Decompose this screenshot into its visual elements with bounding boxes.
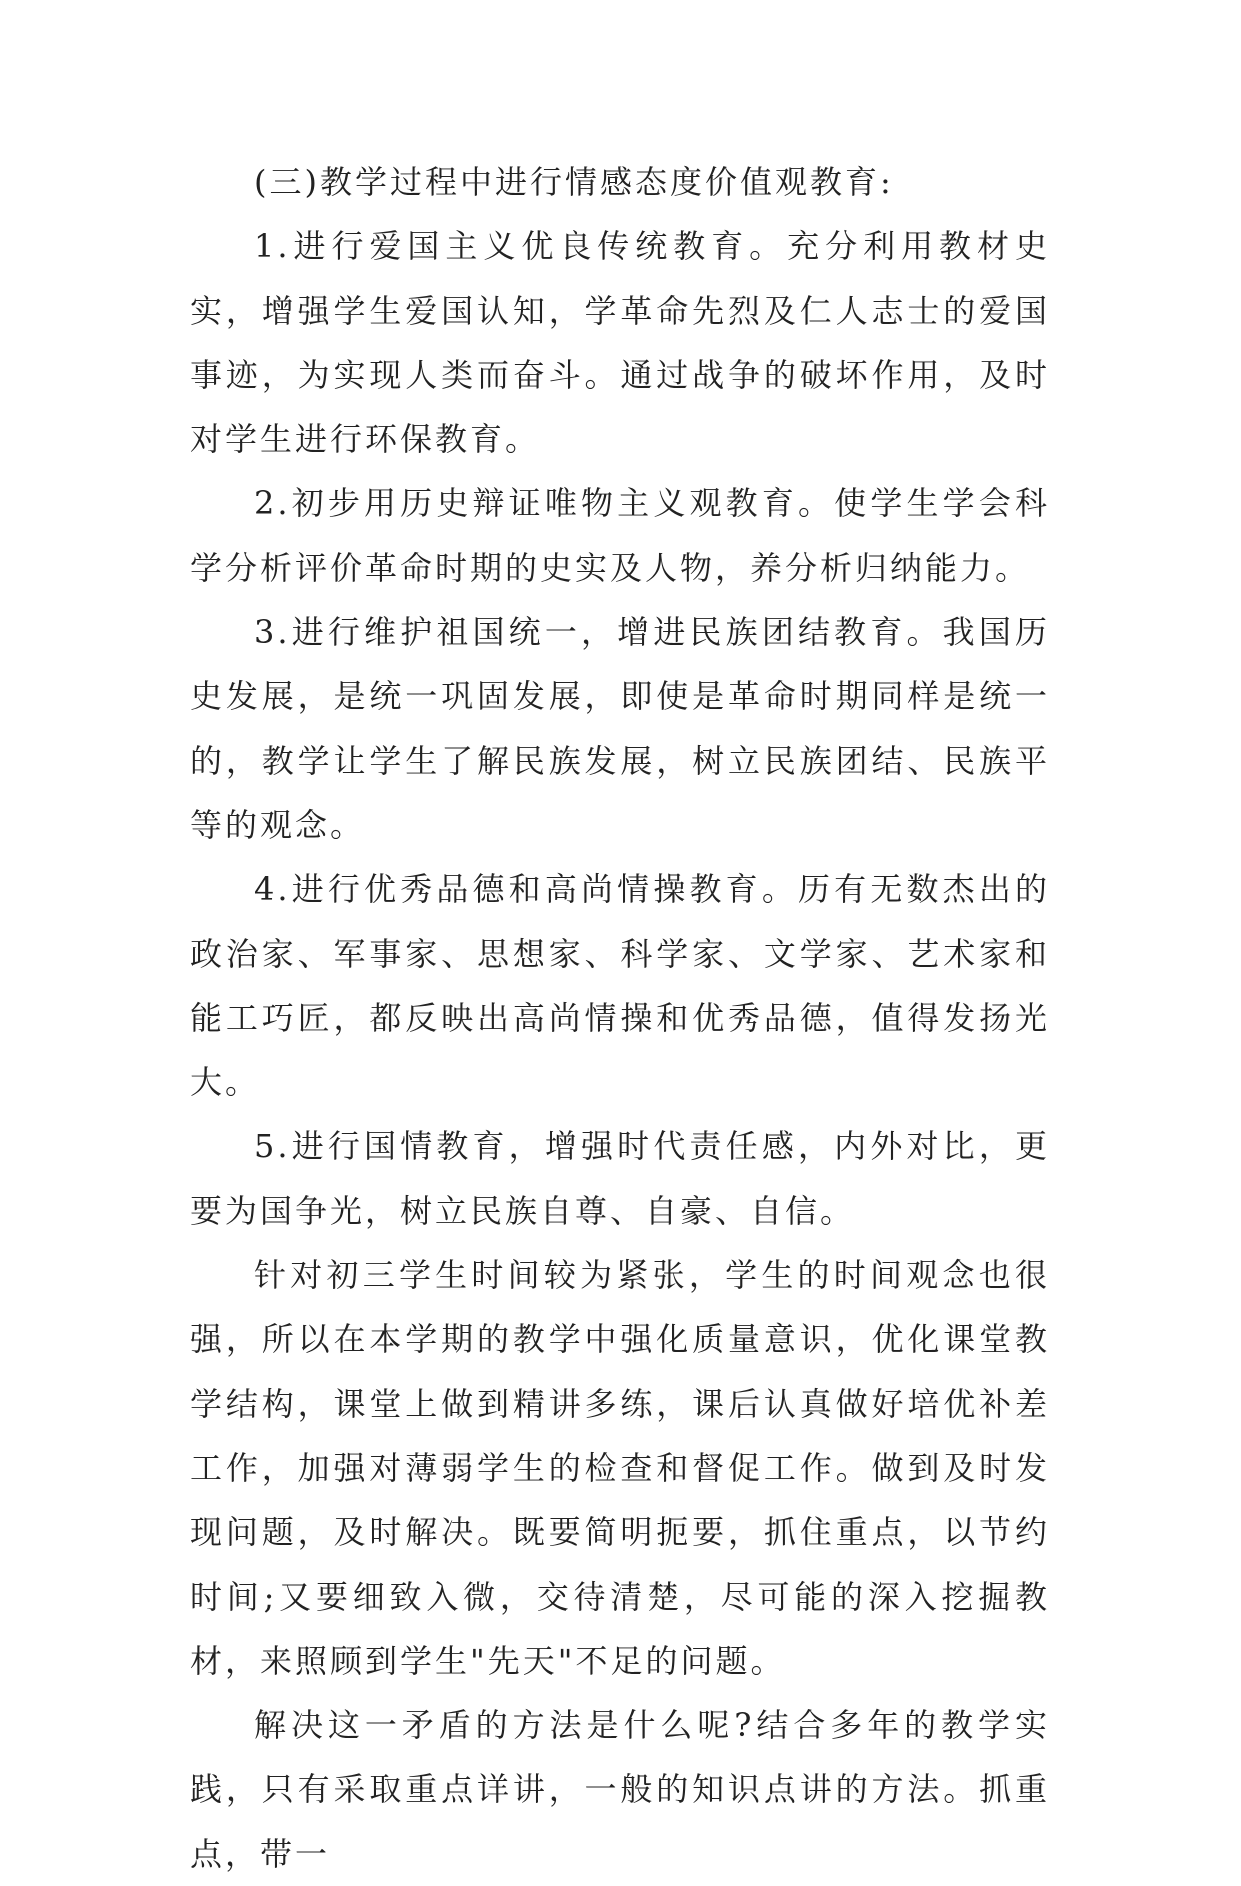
paragraph-moral-character: 4.进行优秀品德和高尚情操教育。历有无数杰出的政治家、军事家、思想家、科学家、文学家、艺术家和能工巧匠，都反映出高尚情操和优秀品德，值得发扬光大。 [190,870,1050,1102]
paragraph-time-management: 针对初三学生时间较为紧张，学生的时间观念也很强，所以在本学期的教学中强化质量意识，优化课堂教学结构，课堂上做到精讲多练，课后认真做好培优补差工作，加强对薄弱学生的检查和督促工作。做到及时发现问题，及时解决。既要简明扼要，抓住重点，以节约时间;又要细致入微，交待清楚，尽可能的深入挖掘教材，来照顾到学生"先天"不足的问题。 [190,1256,1050,1680]
paragraph-national-conditions: 5.进行国情教育，增强时代责任感，内外对比，更要为国争光，树立民族自尊、自豪、自信。 [190,1127,1050,1230]
document-body [190,150,1050,1886]
paragraph-solution-method: 解决这一矛盾的方法是什么呢?结合多年的教学实践，只有采取重点详讲，一般的知识点讲的方法。抓重点，带一 [190,1706,1050,1873]
paragraph-dialectical-materialism: 2.初步用历史辩证唯物主义观教育。使学生学会科学分析评价革命时期的史实及人物，养分析归纳能力。 [190,484,1050,587]
paragraph-national-unity: 3.进行维护祖国统一，增进民族团结教育。我国历史发展，是统一巩固发展，即使是革命时期同样是统一的，教学让学生了解民族发展，树立民族团结、民族平等的观念。 [190,613,1050,844]
paragraph-patriotism-education: 1.进行爱国主义优良传统教育。充分利用教材史实，增强学生爱国认知，学革命先烈及仁人志士的爱国事迹，为实现人类而奋斗。通过战争的破坏作用，及时对学生进行环保教育。 [190,227,1050,459]
section-heading-paragraph: (三)教学过程中进行情感态度价值观教育: [254,163,894,201]
